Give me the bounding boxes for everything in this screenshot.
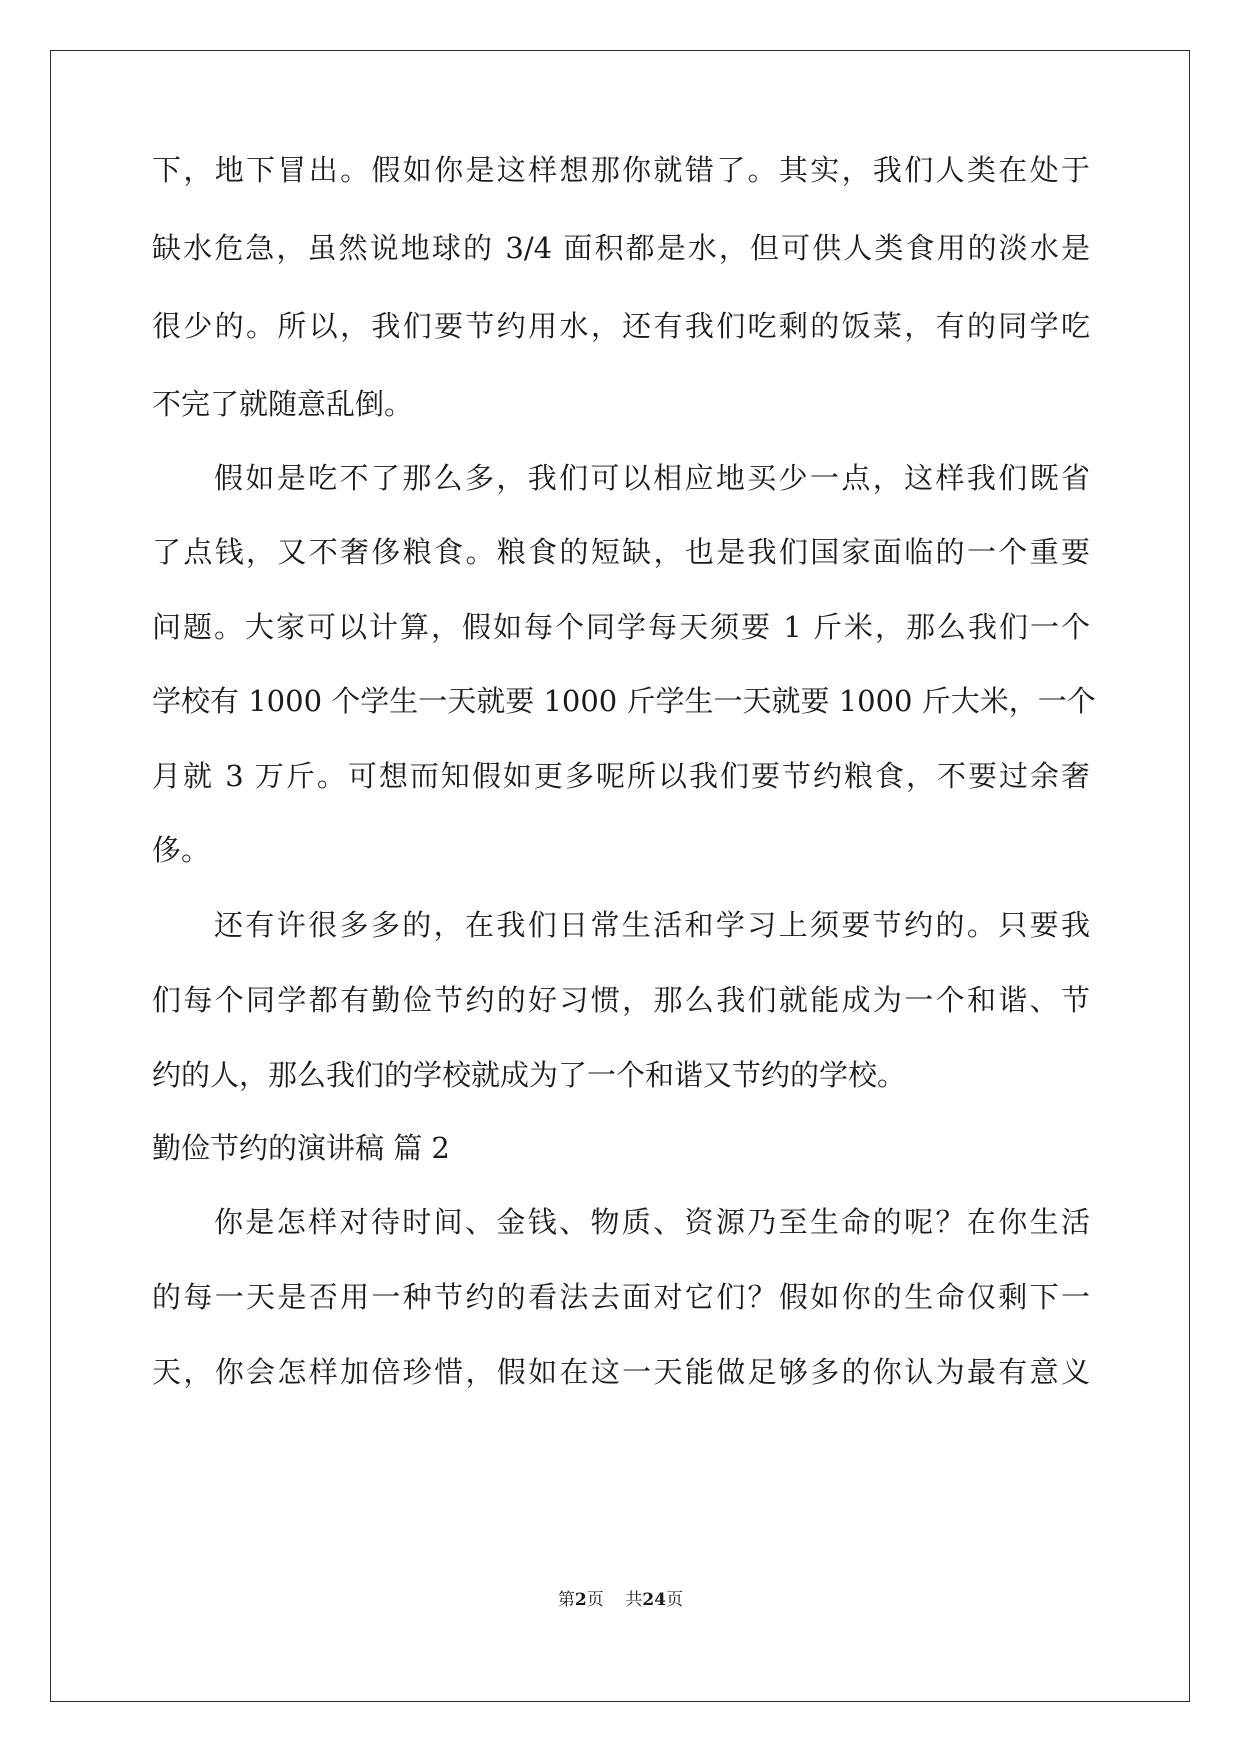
paragraph-line: 很少的。所以，我们要节约用水，还有我们吃剩的饭菜，有的同学吃 [152,309,1090,343]
paragraph-line: 假如是吃不了那么多，我们可以相应地买少一点，这样我们既省 [214,461,1090,495]
paragraph-line: 的每一天是否用一种节约的看法去面对它们？假如你的生命仅剩下一 [152,1280,1090,1314]
paragraph-line: 们每个同学都有勤俭节约的好习惯，那么我们就能成为一个和谐、节 [152,983,1090,1017]
footer-prefix: 第 [557,1590,575,1610]
paragraph-line: 还有许很多多的，在我们日常生活和学习上须要节约的。只要我 [214,908,1090,942]
paragraph-line: 你是怎样对待时间、金钱、物质、资源乃至生命的呢？在你生活 [214,1205,1090,1239]
paragraph-line: 学校有 1000 个学生一天就要 1000 斤学生一天就要 1000 斤大米，一个 [152,684,1096,718]
paragraph-line: 约的人，那么我们的学校就成为了一个和谐又节约的学校。 [152,1058,907,1092]
page-footer [0,1588,1241,1612]
section-heading: 勤俭节约的演讲稿 篇 2 [152,1131,450,1165]
paragraph-line: 侈。 [152,833,211,867]
paragraph-line: 月就 3 万斤。可想而知假如更多呢所以我们要节约粮食，不要过余奢 [152,759,1090,793]
paragraph-line: 不完了就随意乱倒。 [152,387,414,421]
paragraph-line: 下，地下冒出。假如你是这样想那你就错了。其实，我们人类在处于 [152,153,1090,187]
footer-total-prefix: 共 [625,1590,643,1610]
paragraph-line: 问题。大家可以计算，假如每个同学每天须要 1 斤米，那么我们一个 [152,610,1090,644]
footer-page-suffix: 页 [586,1590,604,1610]
footer-total-suffix: 页 [666,1590,684,1610]
total-pages-number: 24 [642,1590,667,1610]
paragraph-line: 天，你会怎样加倍珍惜，假如在这一天能做足够多的你认为最有意义 [152,1355,1090,1389]
current-page-number: 2 [574,1590,587,1610]
paragraph-line: 了点钱，又不奢侈粮食。粮食的短缺，也是我们国家面临的一个重要 [152,535,1090,569]
paragraph-line: 缺水危急，虽然说地球的 3/4 面积都是水，但可供人类食用的淡水是 [152,231,1090,265]
page-border [50,50,1190,1702]
